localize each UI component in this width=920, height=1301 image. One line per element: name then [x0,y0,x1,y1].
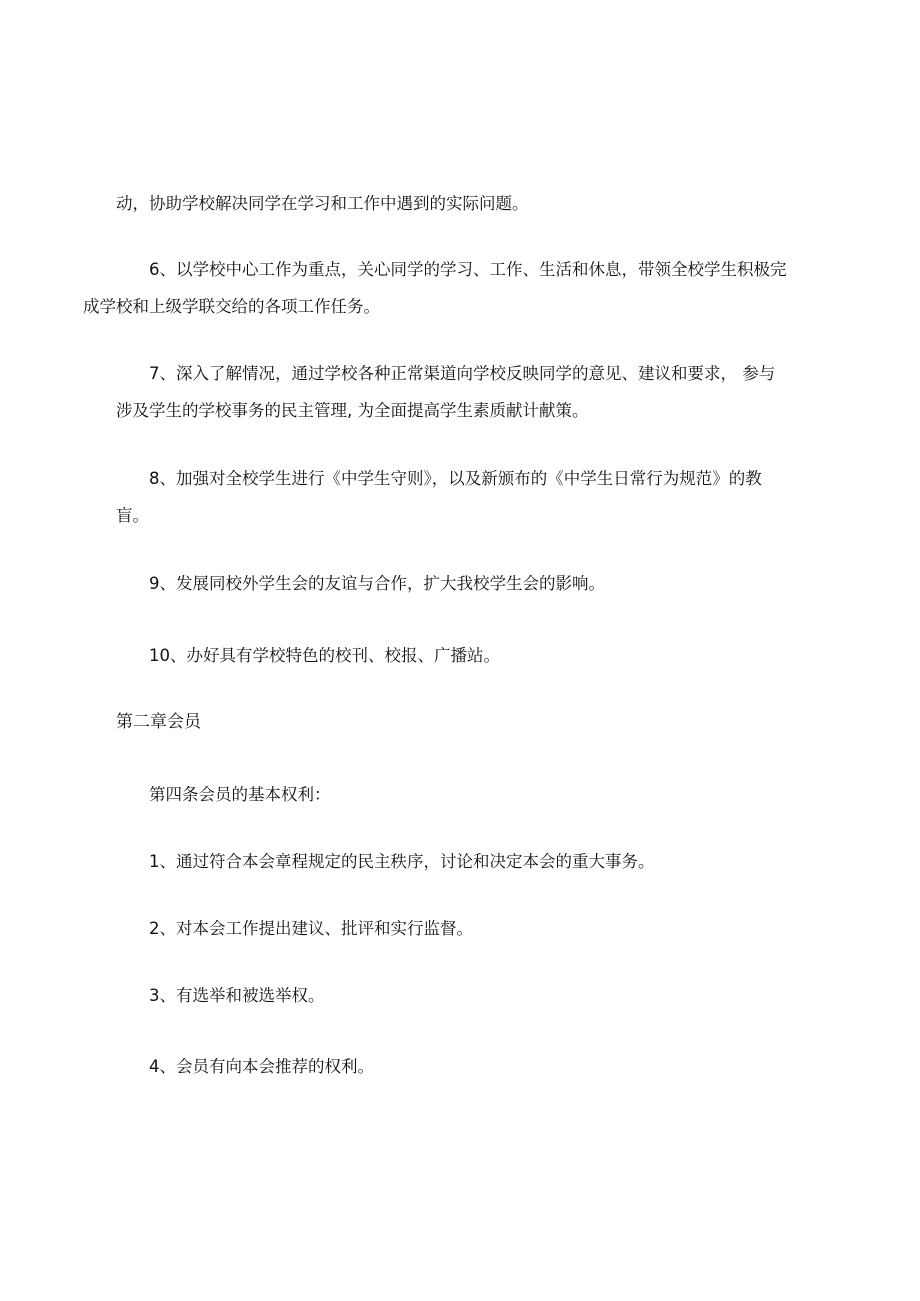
text-line: 1、通过符合本会章程规定的民主秩序，讨论和决定本会的重大事务。 [149,852,655,871]
text-line: 第二章会员 [116,712,201,732]
text-line: 盲。 [116,506,149,525]
text-line: 4、会员有向本会推荐的权利。 [149,1057,374,1076]
text-line: 7、深入了解情况，通过学校各种正常渠道向学校反映同学的意见、建议和要求， 参与 [149,364,776,383]
text-line: 3、有选举和被选举权。 [149,986,325,1005]
article-heading [116,776,816,813]
chapter-heading [116,704,816,741]
text-line: 动，协助学校解决同学在学习和工作中遇到的实际问题。 [116,194,529,213]
right-item-2 [116,910,816,947]
text-line: 成学校和上级学联交给的各项工作任务。 [83,297,380,316]
right-item-1 [116,843,816,880]
paragraph-item-6 [83,251,816,325]
right-item-4 [116,1048,816,1085]
paragraph-item-7 [116,355,816,429]
text-line: 第四条会员的基本权利： [149,785,331,804]
text-line: 9、发展同校外学生会的友谊与合作，扩大我校学生会的影响。 [149,574,605,593]
text-line: 涉及学生的学校事务的民主管理, 为全面提高学生素质献计献策。 [116,401,589,420]
paragraph-item-9 [116,565,816,602]
text-line: 8、加强对全校学生进行《中学生守则》，以及新颁布的《中学生日常行为规范》的教 [149,469,762,488]
paragraph-continuation [116,185,816,222]
text-line: 6、以学校中心工作为重点，关心同学的学习、工作、生活和休息，带领全校学生积极完 [149,260,787,279]
right-item-3 [116,977,816,1014]
text-line: 10、办好具有学校特色的校刊、校报、广播站。 [149,646,500,665]
text-line: 2、对本会工作提出建议、批评和实行监督。 [149,919,473,938]
paragraph-item-10 [116,637,816,674]
paragraph-item-8 [116,460,816,534]
